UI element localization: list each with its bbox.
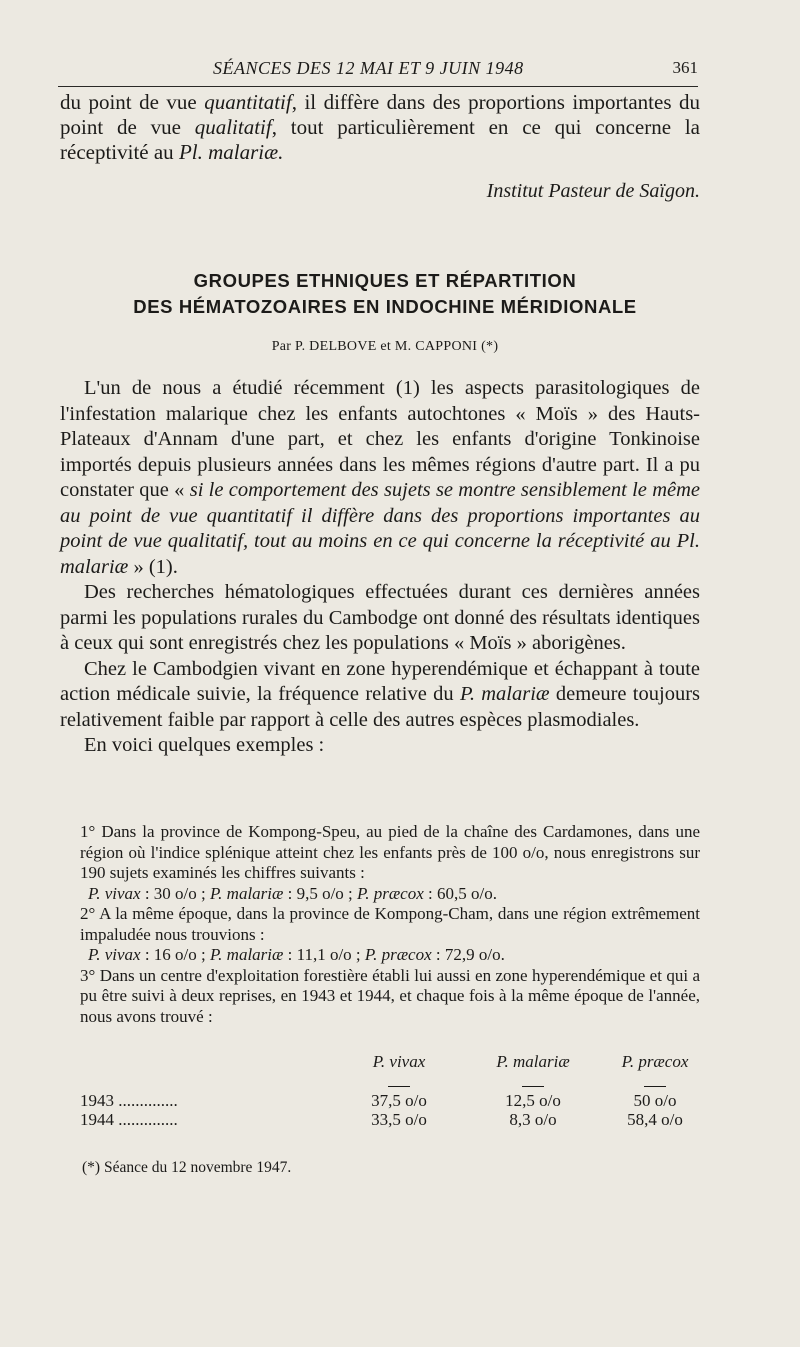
- body-text: demeure toujours relativement faible par rapport à celle des autres espèces plasmodiales.: [60, 683, 701, 731]
- byline: Par P. DELBOVE et M. CAPPONI (*): [271, 339, 499, 354]
- table-rule-row: [80, 1072, 710, 1091]
- rate-value: : 72,9 o/o.: [431, 945, 505, 964]
- table-cell: 37,5 o/o: [371, 1091, 427, 1110]
- table-header: P. præcox: [621, 1052, 689, 1071]
- continuation-emphasis: quantitatif: [204, 90, 292, 114]
- institution-signature: Institut Pasteur de Saïgon.: [486, 180, 700, 202]
- continuation-text: du point de vue: [60, 90, 205, 114]
- body-paragraph: [60, 376, 700, 580]
- results-table: [80, 1052, 710, 1129]
- table-cell-year: 1943 ..............: [80, 1091, 178, 1110]
- example-2-rates: [80, 945, 700, 966]
- rate-value: : 60,5 o/o.: [423, 883, 497, 903]
- body-paragraph: Des recherches hématologiques effectuées durant ces dernières années parmi les populations rurales du Cambodge ont donné des résultats identiques à ceux qui sont enregistrés chez les populations « Moïs » aborigènes.: [60, 581, 700, 654]
- page-number: 361: [672, 58, 698, 77]
- rate-value: : 16 o/o ;: [140, 945, 210, 964]
- continuation-emphasis: Pl. malariæ.: [178, 140, 284, 164]
- article-title-line: DES HÉMATOZOAIRES EN INDOCHINE MÉRIDIONALE: [133, 296, 637, 317]
- quotation: si le comportement des sujets se montre sensiblement le même au point de vue quantitatif il diffère dans des proportions importantes au point de vue qualitatif, tout au moins en ce qui concerne la réceptivité au Pl. malariæ: [60, 479, 700, 578]
- example-1-rates: [80, 884, 700, 905]
- body-text: L'un de nous a étudié récemment (1) les aspects parasitologiques de l'infestation malarique chez les enfants autochtones « Moïs » des Hauts-Plateaux d'Annam d'une part, et chez les enfants d'origine Tonkinoise importés depuis plusieurs années dans les mêmes régions d'autre part. Il a pu constater que «: [60, 377, 700, 501]
- article-body: [60, 376, 700, 759]
- examples-block: [80, 822, 700, 1027]
- species-name: P. malariæ: [209, 883, 284, 903]
- column-rule: [522, 1086, 544, 1087]
- table-header-row: [80, 1052, 710, 1072]
- body-paragraph: [60, 657, 700, 734]
- species-name: P. vivax: [88, 945, 141, 964]
- body-text: » (1).: [128, 555, 178, 578]
- footnote: (*) Séance du 12 novembre 1947.: [82, 1159, 292, 1176]
- table-cell: 58,4 o/o: [627, 1110, 683, 1129]
- continuation-text: , il diffère dans des proportions importantes du point de vue: [60, 90, 700, 139]
- continuation-paragraph: [60, 90, 700, 165]
- table-cell: 12,5 o/o: [505, 1091, 561, 1110]
- continuation-emphasis: qualitatif: [194, 115, 272, 139]
- body-paragraph: En voici quelques exemples :: [84, 734, 325, 756]
- table-header-empty: [80, 1052, 332, 1072]
- rate-value: : 30 o/o ;: [140, 883, 210, 903]
- table-cell: 33,5 o/o: [371, 1110, 427, 1129]
- table-cell: 50 o/o: [633, 1091, 677, 1110]
- table-cell-year: 1944 ..............: [80, 1110, 178, 1129]
- article-title-line: GROUPES ETHNIQUES ET RÉPARTITION: [193, 270, 577, 291]
- running-head-title: SÉANCES DES 12 MAI ET 9 JUIN 1948: [213, 58, 524, 78]
- column-rule: [388, 1086, 410, 1087]
- rate-value: : 11,1 o/o ;: [283, 945, 365, 964]
- species-name: P. præcox: [357, 883, 424, 903]
- species-name: P. præcox: [364, 945, 432, 964]
- example-3: 3° Dans un centre d'exploitation forestière établi lui aussi en zone hyperendémique et qui a pu être suivi à deux reprises, en 1943 et 1944, et chaque fois à la même époque de l'année, nous avons trouvé :: [80, 965, 700, 1026]
- example-1: 1° Dans la province de Kompong-Speu, au pied de la chaîne des Cardamones, dans une région où l'indice splénique atteint chez les enfants près de 100 o/o, nous enregistrons sur 190 sujets examinés les chiffres suivants :: [80, 822, 700, 882]
- table-cell: 8,3 o/o: [509, 1110, 557, 1129]
- example-2: 2° A la même époque, dans la province de Kompong-Cham, dans une région extrêmement impaludée nous trouvions :: [80, 904, 700, 944]
- table-row: [80, 1110, 710, 1129]
- body-text: Chez le Cambodgien vivant en zone hyperendémique et échappant à toute action médicale suivie, la fréquence relative du: [60, 657, 700, 705]
- table-header: P. malariæ: [496, 1052, 570, 1071]
- species-name: P. vivax: [88, 883, 141, 903]
- table-row: [80, 1091, 710, 1110]
- column-rule: [644, 1086, 666, 1087]
- rate-value: : 9,5 o/o ;: [283, 883, 358, 903]
- article-title: [60, 268, 710, 320]
- species-name: P. malariæ: [209, 945, 284, 964]
- continuation-text: , tout particulièrement en ce qui concerne la réceptivité au: [60, 115, 700, 164]
- running-head: [58, 52, 698, 87]
- species-name: P. malariæ: [459, 683, 550, 705]
- table-header: P. vivax: [372, 1052, 426, 1071]
